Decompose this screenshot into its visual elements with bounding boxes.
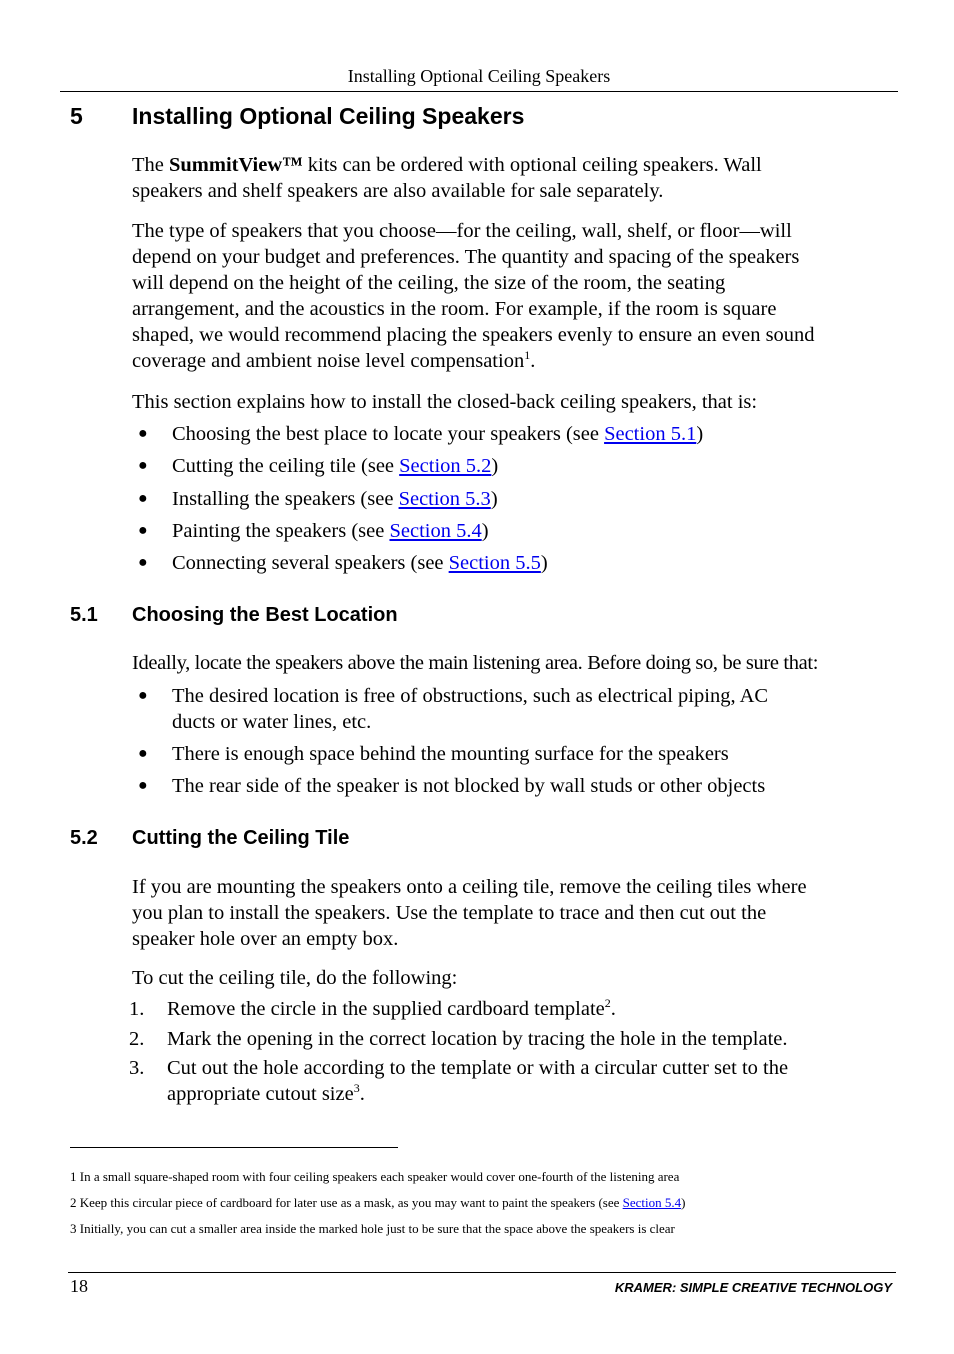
link-section-5-4[interactable]: Section 5.4: [389, 520, 482, 542]
link-section-5-1[interactable]: Section 5.1: [604, 423, 697, 445]
link-section-5-5[interactable]: Section 5.5: [448, 552, 541, 574]
link-section-5-3[interactable]: Section 5.3: [398, 488, 491, 510]
footnote-3: 3 Initially, you can cut a smaller area inside the marked hole just to be sure that the space above the speakers is clear: [70, 1221, 675, 1236]
list-item: ● Cutting the ceiling tile (see Section 5.2): [138, 455, 499, 477]
footnote-separator: [70, 1147, 398, 1148]
step-item: 1. Remove the circle in the supplied cardboard template$^2$.: [129, 996, 616, 1020]
footer-brand: KRAMER: SIMPLE CREATIVE TECHNOLOGY: [614, 1280, 892, 1295]
section-5-2-title: Cutting the Ceiling Tile: [132, 827, 350, 849]
list-item: ● Installing the speakers (see Section 5.3): [138, 488, 498, 510]
bullet-icon: ●: [138, 745, 148, 762]
location-intro: Ideally, locate the speakers above the main listening area. Before doing so, be sure that:: [132, 652, 819, 674]
step-number: 1.: [129, 998, 145, 1020]
speaker-types-paragraph: The type of speakers that you choose—for the ceiling, wall, shelf, or floor—will depend on your budget and preferences. The quantity and spacing of the speakers will depend on the height of the ceiling, the size of the room, the seating arrangement, and the acoustics in the room. For example, if the room is square shaped, we would recommend placing the speakers evenly to ensure an even sound coverage and ambient noise level compensation$^1$.: [132, 220, 815, 372]
bullet-icon: ●: [138, 425, 148, 442]
footer-rule: [68, 1272, 896, 1273]
bullet-icon: ●: [138, 687, 148, 704]
page-title: Installing Optional Ceiling Speakers: [132, 103, 525, 129]
product-name: SummitView™: [169, 154, 303, 176]
section-5-1-title: Choosing the Best Location: [132, 604, 398, 626]
section-5-1-number: 5.1: [70, 604, 98, 626]
bullet-icon: ●: [138, 777, 148, 794]
intro-paragraph: The SummitView™ kits can be ordered with optional ceiling speakers. Wall speakers and shelf speakers are also available for sale separately.: [132, 154, 762, 202]
list-item: ● Connecting several speakers (see Section 5.5): [138, 552, 548, 574]
list-item: ● Painting the speakers (see Section 5.4): [138, 520, 489, 542]
footnote-link-section-5-4[interactable]: Section 5.4: [622, 1195, 682, 1210]
link-section-5-2[interactable]: Section 5.2: [399, 455, 492, 477]
header-rule: [60, 91, 898, 92]
running-header: Installing Optional Ceiling Speakers: [347, 66, 611, 86]
footnote-1: 1 In a small square-shaped room with four ceiling speakers each speaker would cover one-fourth of the listening area: [70, 1169, 680, 1184]
list-item: ● There is enough space behind the mounting surface for the speakers: [138, 743, 729, 765]
footnote-ref-2[interactable]: 2: [604, 996, 611, 1011]
section-number: 5: [70, 103, 83, 129]
footnote-ref-3[interactable]: 3: [353, 1081, 360, 1096]
bullet-icon: ●: [138, 554, 148, 571]
cutting-paragraph: If you are mounting the speakers onto a ceiling tile, remove the ceiling tiles where you plan to install the speakers. Use the template to trace and then cut out the speaker hole over an empty box.: [132, 876, 807, 950]
footnote-2: 2 Keep this circular piece of cardboard for later use as a mask, as you may want to paint the speakers (see Section 5.4): [70, 1195, 686, 1210]
steps-intro: To cut the ceiling tile, do the following:: [132, 967, 458, 989]
bullet-icon: ●: [138, 457, 148, 474]
list-item: ● Choosing the best place to locate your speakers (see Section 5.1): [138, 423, 704, 445]
step-item: 2. Mark the opening in the correct location by tracing the hole in the template.: [129, 1028, 788, 1050]
section-5-2-number: 5.2: [70, 827, 98, 849]
list-item: ● The rear side of the speaker is not blocked by wall studs or other objects: [138, 775, 766, 797]
bullet-icon: ●: [138, 522, 148, 539]
step-number: 2.: [129, 1028, 145, 1050]
bullet-icon: ●: [138, 490, 148, 507]
overview-paragraph: This section explains how to install the closed-back ceiling speakers, that is:: [132, 391, 758, 413]
page-number: 18: [70, 1276, 88, 1296]
footnote-ref-1[interactable]: 1: [524, 348, 531, 363]
step-item: 3. Cut out the hole according to the template or with a circular cutter set to the appropriate cutout size$^3$.: [129, 1057, 789, 1105]
list-item: ● The desired location is free of obstructions, such as electrical piping, AC ducts or water lines, etc.: [138, 685, 769, 733]
step-number: 3.: [129, 1057, 145, 1079]
